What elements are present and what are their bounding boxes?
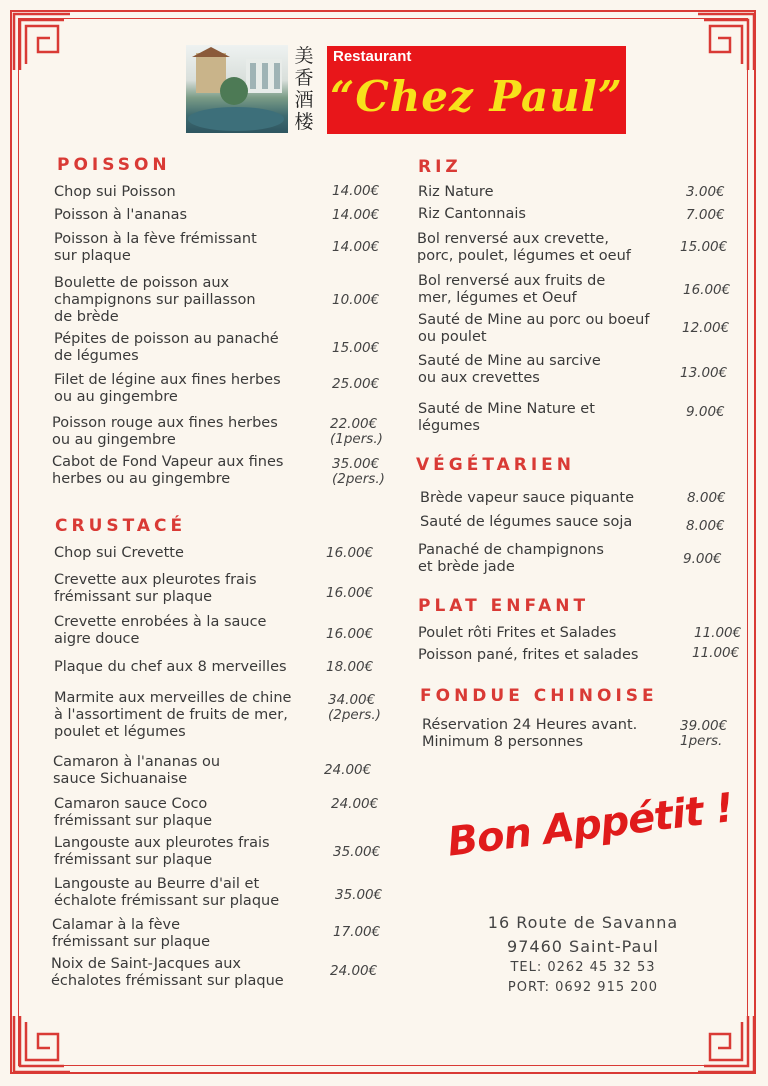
menu-item-price: 3.00€ <box>686 184 725 200</box>
corner-ornament-bottom-left <box>12 1014 72 1074</box>
menu-item-price: 22.00€ (1pers.) <box>330 416 383 447</box>
section-title-vegetarien: VÉGÉTARIEN <box>416 455 576 475</box>
menu-item-name: Sauté de Mine au porc ou boeuf ou poulet <box>418 312 650 345</box>
bon-appetit-script: Bon Appétit ! <box>445 785 736 866</box>
menu-item-price: 8.00€ <box>686 518 725 534</box>
section-title-plat-enfant: PLAT ENFANT <box>418 596 590 616</box>
menu-item-price: 12.00€ <box>682 320 730 336</box>
menu-item-price: 39.00€ 1pers. <box>680 718 728 749</box>
menu-item-price: 35.00€ <box>333 844 381 860</box>
menu-item-name: Sauté de Mine Nature et légumes <box>418 401 595 434</box>
menu-item-name: Riz Cantonnais <box>418 206 526 222</box>
menu-item-price: 9.00€ <box>686 404 725 420</box>
section-title-poisson: POISSON <box>57 155 171 175</box>
menu-item-price: 25.00€ <box>332 376 380 392</box>
menu-item-name: Poisson à la fève frémissant sur plaque <box>54 231 257 264</box>
menu-item-name: Crevette aux pleurotes frais frémissant sur plaque <box>54 572 257 605</box>
menu-item-price: 34.00€ (2pers.) <box>328 692 381 723</box>
menu-item-name: Filet de légine aux fines herbes ou au gingembre <box>54 372 281 405</box>
restaurant-photo <box>186 45 288 133</box>
menu-item-name: Marmite aux merveilles de chine à l'assortiment de fruits de mer, poulet et légumes <box>54 690 292 740</box>
corner-ornament-bottom-right <box>696 1014 756 1074</box>
menu-item-price: 14.00€ <box>332 239 380 255</box>
address-line-city: 97460 Saint-Paul <box>507 937 659 956</box>
menu-item-name: Langouste au Beurre d'ail et échalote frémissant sur plaque <box>54 876 280 909</box>
menu-item-price: 17.00€ <box>333 924 381 940</box>
menu-item-name: Cabot de Fond Vapeur aux fines herbes ou au gingembre <box>52 454 284 487</box>
menu-item-price: 14.00€ <box>332 207 380 223</box>
menu-item-name: Langouste aux pleurotes frais frémissant sur plaque <box>54 835 270 868</box>
menu-item-name: Bol renversé aux fruits de mer, légumes et Oeuf <box>418 273 606 306</box>
menu-item-price: 13.00€ <box>680 365 728 381</box>
menu-item-price: 24.00€ <box>331 796 379 812</box>
menu-item-price: 15.00€ <box>332 340 380 356</box>
menu-item-name: Sauté de Mine au sarcive ou aux crevettes <box>418 353 601 386</box>
menu-item-name: Chop sui Crevette <box>54 545 184 561</box>
menu-item-name: Plaque du chef aux 8 merveilles <box>54 659 287 675</box>
menu-item-name: Camaron sauce Coco frémissant sur plaque <box>54 796 213 829</box>
menu-item-price: 24.00€ <box>330 963 378 979</box>
menu-item-name: Bol renversé aux crevette, porc, poulet, légumes et oeuf <box>417 231 631 264</box>
menu-item-name: Camaron à l'ananas ou sauce Sichuanaise <box>53 754 221 787</box>
menu-item-name: Pépites de poisson au panaché de légumes <box>54 331 279 364</box>
menu-item-name: Crevette enrobées à la sauce aigre douce <box>54 614 267 647</box>
menu-item-name: Réservation 24 Heures avant. Minimum 8 personnes <box>422 717 638 750</box>
address-line-street: 16 Route de Savanna <box>487 913 679 932</box>
menu-item-price: 16.00€ <box>683 282 731 298</box>
menu-item-name: Poisson pané, frites et salades <box>418 647 639 663</box>
phone-tel: TEL: 0262 45 32 53 <box>510 960 656 975</box>
menu-item-name: Riz Nature <box>418 184 494 200</box>
menu-item-price: 35.00€ <box>335 887 383 903</box>
section-title-riz: RIZ <box>418 157 462 177</box>
menu-item-name: Noix de Saint-Jacques aux échalotes frémissant sur plaque <box>51 956 284 989</box>
menu-item-price: 24.00€ <box>324 762 372 778</box>
menu-item-price: 16.00€ <box>326 626 374 642</box>
menu-item-name: Boulette de poisson aux champignons sur paillasson de brède <box>54 275 256 325</box>
menu-item-price: 11.00€ <box>692 645 740 661</box>
menu-item-price: 35.00€ (2pers.) <box>332 456 385 487</box>
menu-item-price: 16.00€ <box>326 545 374 561</box>
menu-item-price: 11.00€ <box>694 625 742 641</box>
menu-item-name: Chop sui Poisson <box>54 184 176 200</box>
chinese-restaurant-name: 美香酒楼 <box>294 45 314 133</box>
menu-item-name: Sauté de légumes sauce soja <box>420 514 633 530</box>
menu-item-name: Poisson rouge aux fines herbes ou au gingembre <box>52 415 278 448</box>
menu-item-name: Poulet rôti Frites et Salades <box>418 625 617 641</box>
banner-restaurant-label: Restaurant <box>333 48 412 65</box>
phone-port: PORT: 0692 915 200 <box>507 980 659 995</box>
menu-item-price: 9.00€ <box>683 551 722 567</box>
section-title-fondue-chinoise: FONDUE CHINOISE <box>420 686 658 706</box>
menu-item-price: 16.00€ <box>326 585 374 601</box>
menu-item-name: Calamar à la fève frémissant sur plaque <box>52 917 211 950</box>
menu-item-price: 10.00€ <box>332 292 380 308</box>
corner-ornament-top-right <box>696 12 756 72</box>
corner-ornament-top-left <box>12 12 72 72</box>
menu-item-name: Panaché de champignons et brède jade <box>418 542 604 575</box>
restaurant-name: “Chez Paul” <box>330 72 623 121</box>
menu-item-price: 8.00€ <box>687 490 726 506</box>
menu-item-price: 15.00€ <box>680 239 728 255</box>
section-title-crustace: CRUSTACÉ <box>55 516 187 536</box>
menu-item-name: Poisson à l'ananas <box>54 207 188 223</box>
restaurant-banner <box>327 46 626 134</box>
menu-item-name: Brède vapeur sauce piquante <box>420 490 635 506</box>
menu-item-price: 14.00€ <box>332 183 380 199</box>
menu-item-price: 7.00€ <box>686 207 725 223</box>
menu-item-price: 18.00€ <box>326 659 374 675</box>
